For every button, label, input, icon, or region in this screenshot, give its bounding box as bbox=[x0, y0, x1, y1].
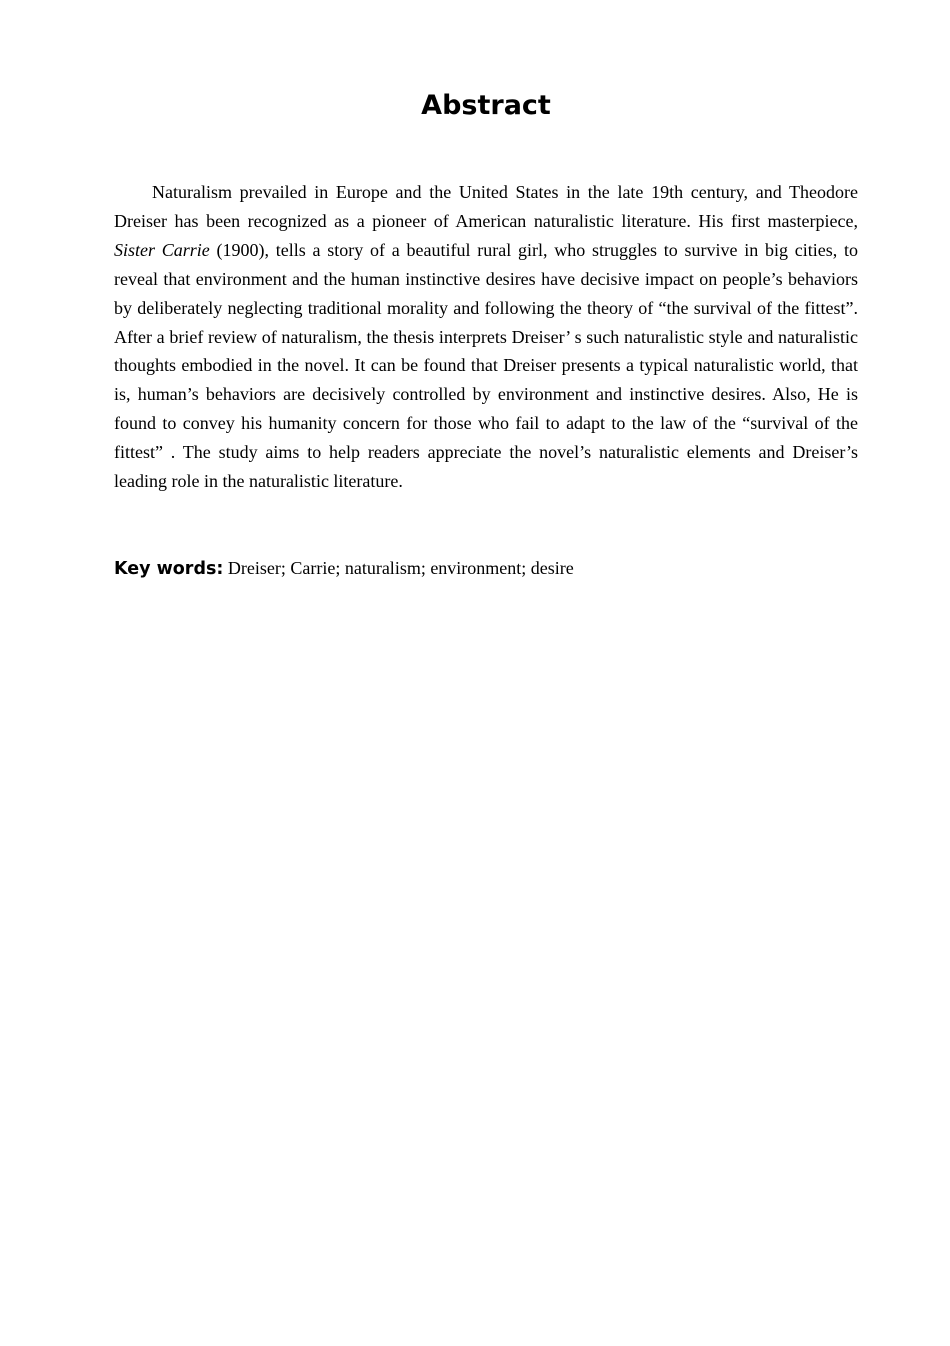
book-title: Sister Carrie bbox=[114, 239, 210, 260]
keywords-line bbox=[114, 554, 858, 583]
keywords-label: Key words: bbox=[114, 559, 224, 579]
keywords-value: Dreiser; Carrie; naturalism; environment; desire bbox=[223, 558, 574, 578]
abstract-text-part1: Naturalism prevailed in Europe and the United States in the late 19th century, and Theodore Dreiser has been recognized as a pioneer of American naturalistic literature. His first masterpiece, bbox=[114, 182, 858, 231]
abstract-paragraph bbox=[114, 178, 858, 496]
page-title: Abstract bbox=[421, 90, 551, 121]
abstract-text-part2: (1900), tells a story of a beautiful rural girl, who struggles to survive in big cities, to reveal that environment and the human instinctive desires have decisive impact on people’s behaviors by deliberately neglecting traditional morality and following the theory of “the survival of the fittest”. After a brief review of naturalism, the thesis interprets Dreiser’ s such naturalistic style and naturalistic thoughts embodied in the novel. It can be found that Dreiser presents a typical naturalistic world, that is, human’s behaviors are decisively controlled by environment and instinctive desires. Also, He is found to convey his humanity concern for those who fail to adapt to the law of the “survival of the fittest” . The study aims to help readers appreciate the novel’s naturalistic elements and Dreiser’s leading role in the naturalistic literature. bbox=[114, 239, 858, 492]
